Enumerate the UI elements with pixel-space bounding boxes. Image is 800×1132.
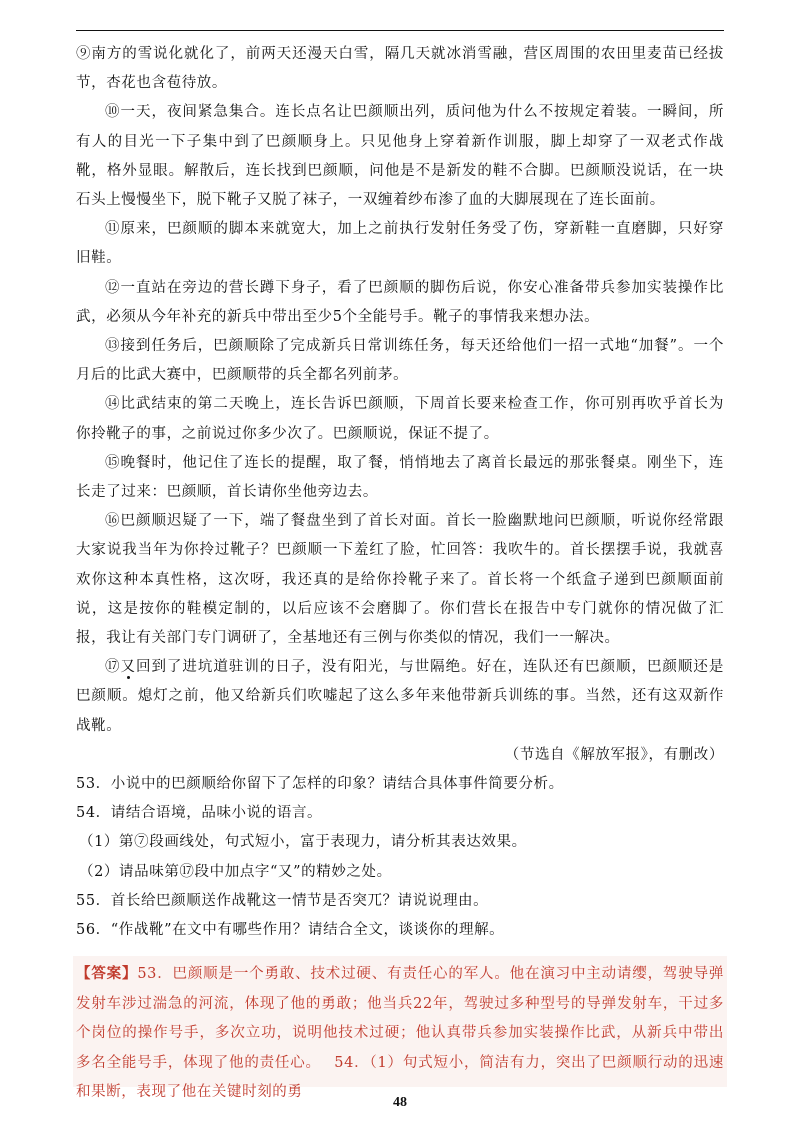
paragraph-13: ⑬接到任务后，巴颜顺除了完成新兵日常训练任务，每天还给他们一招一式地“加餐”。一个月后的比武大赛中，巴颜顺带的兵全都名列前茅。 xyxy=(76,338,724,384)
story-excerpt xyxy=(76,40,724,945)
paragraph-14: ⑭比武结束的第二天晚上，连长告诉巴颜顺，下周首长要来检查工作，你可别再吹乎首长为你拎靴子的事，之前说过你多少次了。巴颜顺说，保证不提了。 xyxy=(76,396,724,442)
answer-tag: 【答案】 xyxy=(76,965,138,982)
paragraph-17-text: 回到了进坑道驻训的日子，没有阳光，与世隔绝。好在，连队还有巴颜顺，巴颜顺还是巴颜顺。熄灯之前，他又给新兵们吹嘘起了这么多年来他带新兵训练的事。当然，还有这双新作战靴。 xyxy=(76,659,724,734)
question-55: 55．首长给巴颜顺送作战靴这一情节是否突兀？请说说理由。 xyxy=(76,892,489,909)
paragraph-17 xyxy=(76,653,724,741)
paragraph-9: ⑨南方的雪说化就化了，前两天还漫天白雪，隔几天就冰消雪融，营区周围的农田里麦苗已经拔节，杏花也含苞待放。 xyxy=(76,46,724,92)
question-54-2: （2）请品味第⑰段中加点字“又”的精妙之处。 xyxy=(79,863,392,880)
paragraph-10: ⑩一天，夜间紧急集合。连长点名让巴颜顺出列，质问他为什么不按规定着装。一瞬间，所有人的目光一下子集中到了巴颜顺身上。只见他身上穿着新作训服，脚上却穿了一双老式作战靴，格外显眼。解散后，连长找到巴颜顺，问他是不是新发的鞋不合脚。巴颜顺没说话，在一块石头上慢慢坐下，脱下靴子又脱了袜子，一双缠着纱布渗了血的大脚展现在了连长面前。 xyxy=(76,104,724,209)
paragraph-16: ⑯巴颜顺迟疑了一下，端了餐盘坐到了首长对面。首长一脸幽默地问巴颜顺，听说你经常跟大家说我当年为你拎过靴子？巴颜顺一下羞红了脸，忙回答：我吹牛的。首长摆摆手说，我就喜欢你这种本真性格，这次呀，我还真的是给你拎靴子来了。首长将一个纸盒子递到巴颜顺面前说，这是按你的鞋模定制的，以后应该不会磨脚了。你们营长在报告中专门就你的情况做了汇报，我让有关部门专门调研了，全基地还有三例与你类似的情况，我们一一解决。 xyxy=(76,513,724,647)
paragraph-15: ⑮晚餐时，他记住了连长的提醒，取了餐，悄悄地去了离首长最远的那张餐桌。刚坐下，连长走了过来：巴颜顺，首长请你坐他旁边去。 xyxy=(76,454,724,501)
question-54-1: （1）第⑦段画线处，句式短小，富于表现力，请分析其表达效果。 xyxy=(79,834,527,851)
paragraph-11: ⑪原来，巴颜顺的脚本来就宽大，加上之前执行发射任务受了伤，穿新鞋一直磨脚，只好穿旧鞋。 xyxy=(76,221,724,267)
question-53: 53．小说中的巴颜顺给你留下了怎样的印象？请结合具体事件简要分析。 xyxy=(76,776,564,793)
source-citation: （节选自《解放军报》，有删改） xyxy=(504,746,724,763)
answer-text: 53．巴颜顺是一个勇敢、技术过硬、有责任心的军人。他在演习中主动请缨，驾驶导弹发射车涉过湍急的河流，体现了他的勇敢；他当兵22年，驾驶过多种型号的导弹发射车，干过多个岗位的操作号手，多次立功，说明他技术过硬；他认真带兵参加实装操作比武，从新兵中带出多名全能号手，体现了他的责任心。 54．（1）句式短小，简洁有力，突出了巴颜顺行动的迅速和果断，表现了他在关键时刻的勇 xyxy=(76,966,724,1101)
page-number: 48 xyxy=(393,1095,407,1110)
question-56: 56．“作战靴”在文中有哪些作用？请结合全文，谈谈你的理解。 xyxy=(76,922,505,939)
question-54: 54．请结合语境，品味小说的语言。 xyxy=(76,805,323,822)
answer-section xyxy=(76,959,724,1108)
paragraph-17-number: ⑰ xyxy=(105,659,121,676)
dotted-character: 又 xyxy=(120,659,136,676)
top-rule xyxy=(76,30,724,31)
paragraph-12: ⑫一直站在旁边的营长蹲下身子，看了巴颜顺的脚伤后说，你安心准备带兵参加实装操作比武，必须从今年补充的新兵中带出至少5个全能号手。靴子的事情我来想办法。 xyxy=(76,279,724,325)
